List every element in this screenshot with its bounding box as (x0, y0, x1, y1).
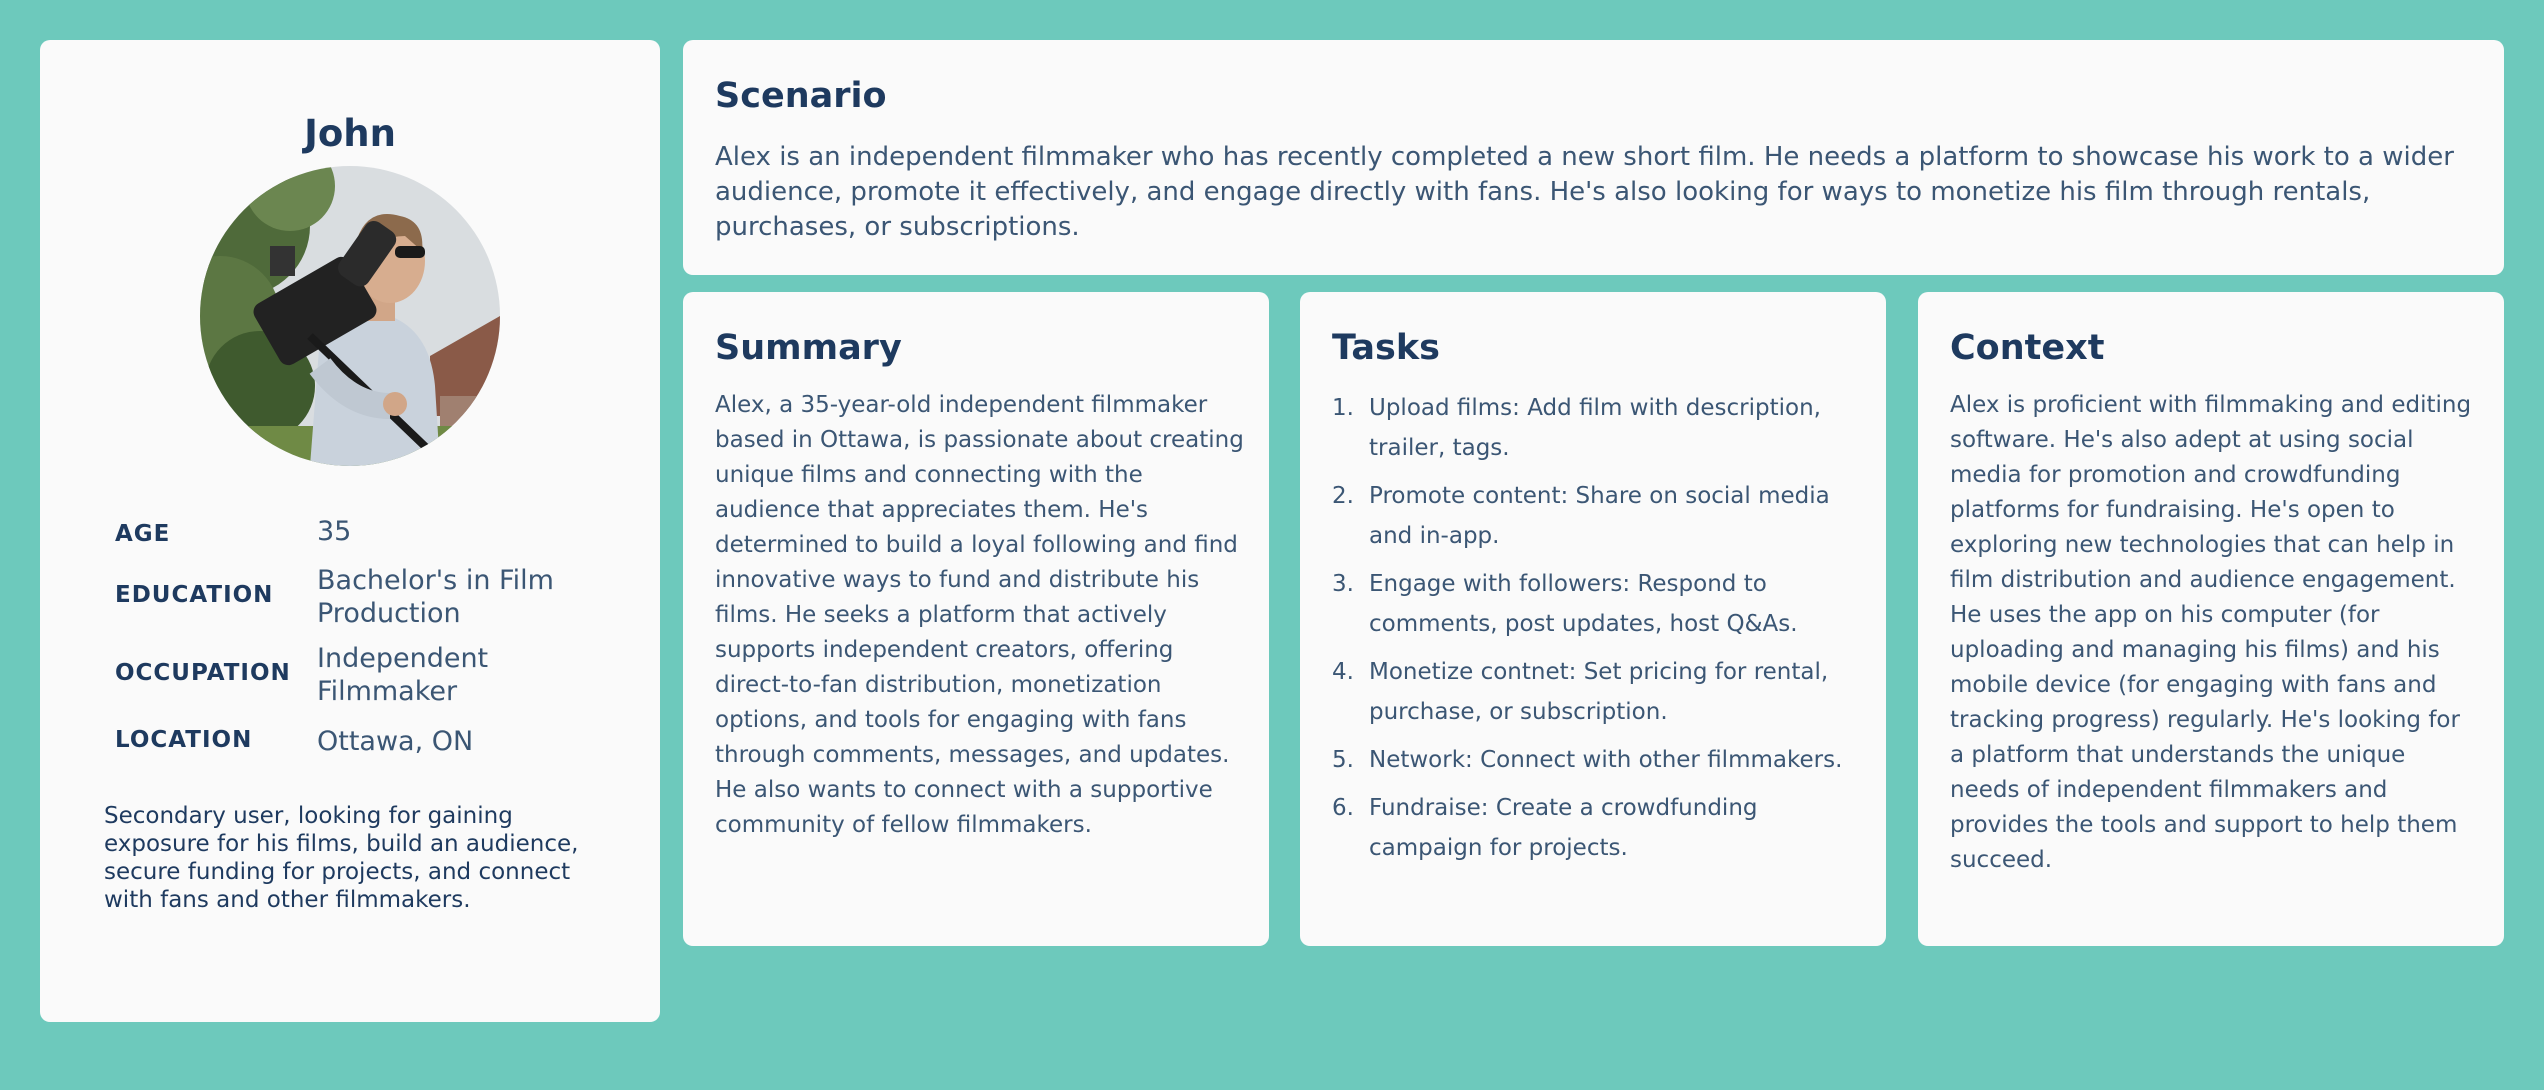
occupation-value: Independent Filmmaker (317, 643, 489, 707)
age-label: AGE (115, 521, 171, 547)
location-value: Ottawa, ON (317, 726, 474, 757)
task-text: Network: Connect with other filmmakers. (1369, 747, 1843, 773)
task-number: 6. (1332, 795, 1354, 821)
tasks-card (1300, 292, 1886, 946)
scenario-card (683, 40, 2504, 275)
task-text: Upload films: Add film with description, trailer, tags. (1369, 395, 1821, 461)
task-text: Monetize contnet: Set pricing for rental, purchase, or subscription. (1369, 659, 1829, 725)
context-card (1918, 292, 2504, 946)
task-item (1332, 740, 1862, 780)
education-value: Bachelor's in Film Production (317, 565, 554, 629)
task-number: 5. (1332, 747, 1354, 773)
context-text: Alex is proficient with filmmaking and editing software. He's also adept at using social media for promotion and crowdfunding platforms for fundraising. He's open to exploring new technologies that can help in film distribution and audience engagement. He uses the app on his computer (for uploading and managing his films) and his mobile device (for engaging with fans and tracking progress) regularly. He's looking for a platform that understands the unique needs of independent filmmakers and provides the tools and support to help them succeed. (1950, 392, 2472, 873)
task-number: 4. (1332, 659, 1354, 685)
tasks-title: Tasks (1332, 328, 1440, 368)
context-title: Context (1950, 328, 2105, 368)
summary-title: Summary (715, 328, 902, 368)
task-item (1332, 788, 1862, 868)
task-number: 3. (1332, 571, 1354, 597)
persona-name: John (304, 112, 396, 155)
task-text: Promote content: Share on social media and in-app. (1369, 483, 1830, 549)
task-list (1332, 388, 1862, 876)
task-text: Engage with followers: Respond to comments, post updates, host Q&As. (1369, 571, 1798, 637)
avatar (200, 166, 500, 466)
scenario-text: Alex is an independent filmmaker who has recently completed a new short film. He needs a platform to showcase his work to a wider audience, promote it effectively, and engage directly with fans. He's also looking for ways to monetize his film through rentals, purchases, or subscriptions. (715, 142, 2454, 242)
summary-card (683, 292, 1269, 946)
occupation-label: OCCUPATION (115, 660, 291, 686)
task-number: 1. (1332, 395, 1354, 421)
scenario-title: Scenario (715, 76, 887, 116)
location-label: LOCATION (115, 727, 253, 753)
task-item (1332, 652, 1862, 732)
summary-text: Alex, a 35-year-old independent filmmaker based in Ottawa, is passionate about creating unique films and connecting with the audience that appreciates them. He's determined to build a loyal following and find innovative ways to fund and distribute his films. He seeks a platform that actively supports independent creators, offering direct-to-fan distribution, monetization options, and tools for engaging with fans through comments, messages, and updates. He also wants to connect with a supportive community of fellow filmmakers. (715, 392, 1244, 838)
persona-note: Secondary user, looking for gaining exposure for his films, build an audience, secure funding for projects, and connect with fans and other filmmakers. (104, 803, 579, 913)
task-item (1332, 388, 1862, 468)
age-value: 35 (317, 516, 352, 547)
task-text: Fundraise: Create a crowdfunding campaign for projects. (1369, 795, 1758, 861)
task-number: 2. (1332, 483, 1354, 509)
education-label: EDUCATION (115, 582, 274, 608)
task-item (1332, 564, 1862, 644)
persona-card (40, 40, 660, 1022)
task-item (1332, 476, 1862, 556)
